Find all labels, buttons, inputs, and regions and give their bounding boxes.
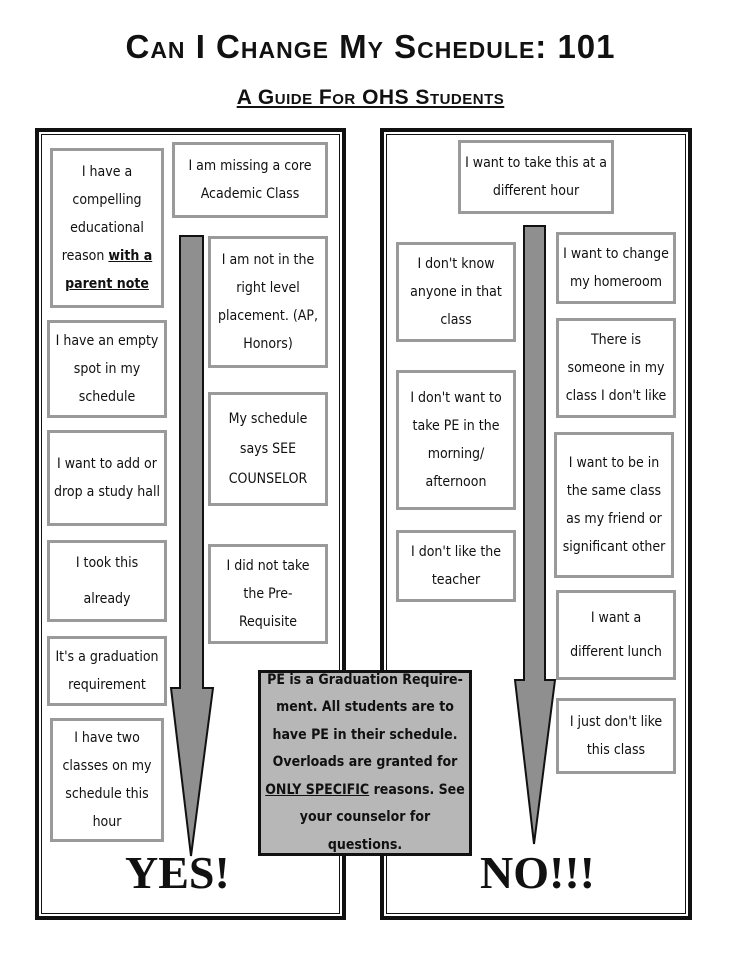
wrong-level-text: I am not in the right level placement. (AP, Honors) [218, 252, 318, 352]
no-prereq-text: I did not take the Pre-Requisite [226, 558, 310, 630]
homeroom-card [556, 232, 676, 304]
parent-note-emphasis: with a parent note [65, 248, 153, 292]
someone-dislike-text: There is someone in my class I don't like [565, 332, 667, 404]
dont-know-text: I don't know anyone in that class [410, 256, 502, 328]
grad-req-text: It's a graduation requirement [55, 649, 159, 693]
page-title: Can I Change My Schedule: 101 [125, 28, 616, 65]
note-text-part1: PE is a Graduation Require- ment. All students are to have PE in their schedule. Overloads are granted for [267, 671, 463, 771]
study-hall-text: I want to add or drop a study hall [54, 456, 160, 500]
compelling-reason-text: I have a compelling educational reason [61, 164, 144, 264]
study-hall-card [47, 430, 167, 526]
two-classes-text: I have two classes on my schedule this hour [62, 730, 152, 830]
took-already-text: I took this already [75, 555, 139, 607]
wrong-level-card [208, 236, 328, 368]
missing-core-card [172, 142, 328, 218]
pe-time-text: I don't want to take PE in the morning/ afternoon [410, 390, 502, 490]
different-hour-card [458, 140, 614, 214]
pe-requirement-note [258, 670, 472, 856]
compelling-reason-card [50, 148, 164, 308]
yes-down-arrow [170, 234, 214, 860]
yes-verdict: YES! [125, 847, 230, 898]
empty-spot-text: I have an empty spot in my schedule [55, 333, 159, 405]
dislike-teacher-text: I don't like the teacher [410, 544, 501, 588]
see-counselor-card [208, 392, 328, 506]
grad-req-card [47, 636, 167, 706]
took-already-card [47, 540, 167, 622]
different-hour-text: I want to take this at a different hour [465, 155, 607, 199]
page-subtitle: A Guide For OHS Students [236, 86, 505, 109]
dont-know-card [396, 242, 516, 342]
see-counselor-text: My schedule says SEE COUNSELOR [228, 411, 308, 487]
different-lunch-text: I want a different lunch [570, 610, 662, 660]
note-text-part2: reasons. See your counselor for questions. [299, 781, 465, 853]
note-emphasis: ONLY SPECIFIC [265, 781, 370, 798]
no-down-arrow [514, 224, 558, 850]
dislike-teacher-card [396, 530, 516, 602]
no-prereq-card [208, 544, 328, 644]
missing-core-text: I am missing a core Academic Class [188, 158, 312, 202]
same-class-card [554, 432, 674, 578]
empty-spot-card [47, 320, 167, 418]
no-verdict: NO!!! [480, 847, 595, 898]
two-classes-card [50, 718, 164, 842]
different-lunch-card [556, 590, 676, 680]
homeroom-text: I want to change my homeroom [563, 246, 669, 290]
dislike-class-card [556, 698, 676, 774]
same-class-text: I want to be in the same class as my friend or significant other [562, 455, 666, 555]
dislike-class-text: I just don't like this class [569, 714, 663, 758]
someone-dislike-card [556, 318, 676, 418]
pe-time-card [396, 370, 516, 510]
